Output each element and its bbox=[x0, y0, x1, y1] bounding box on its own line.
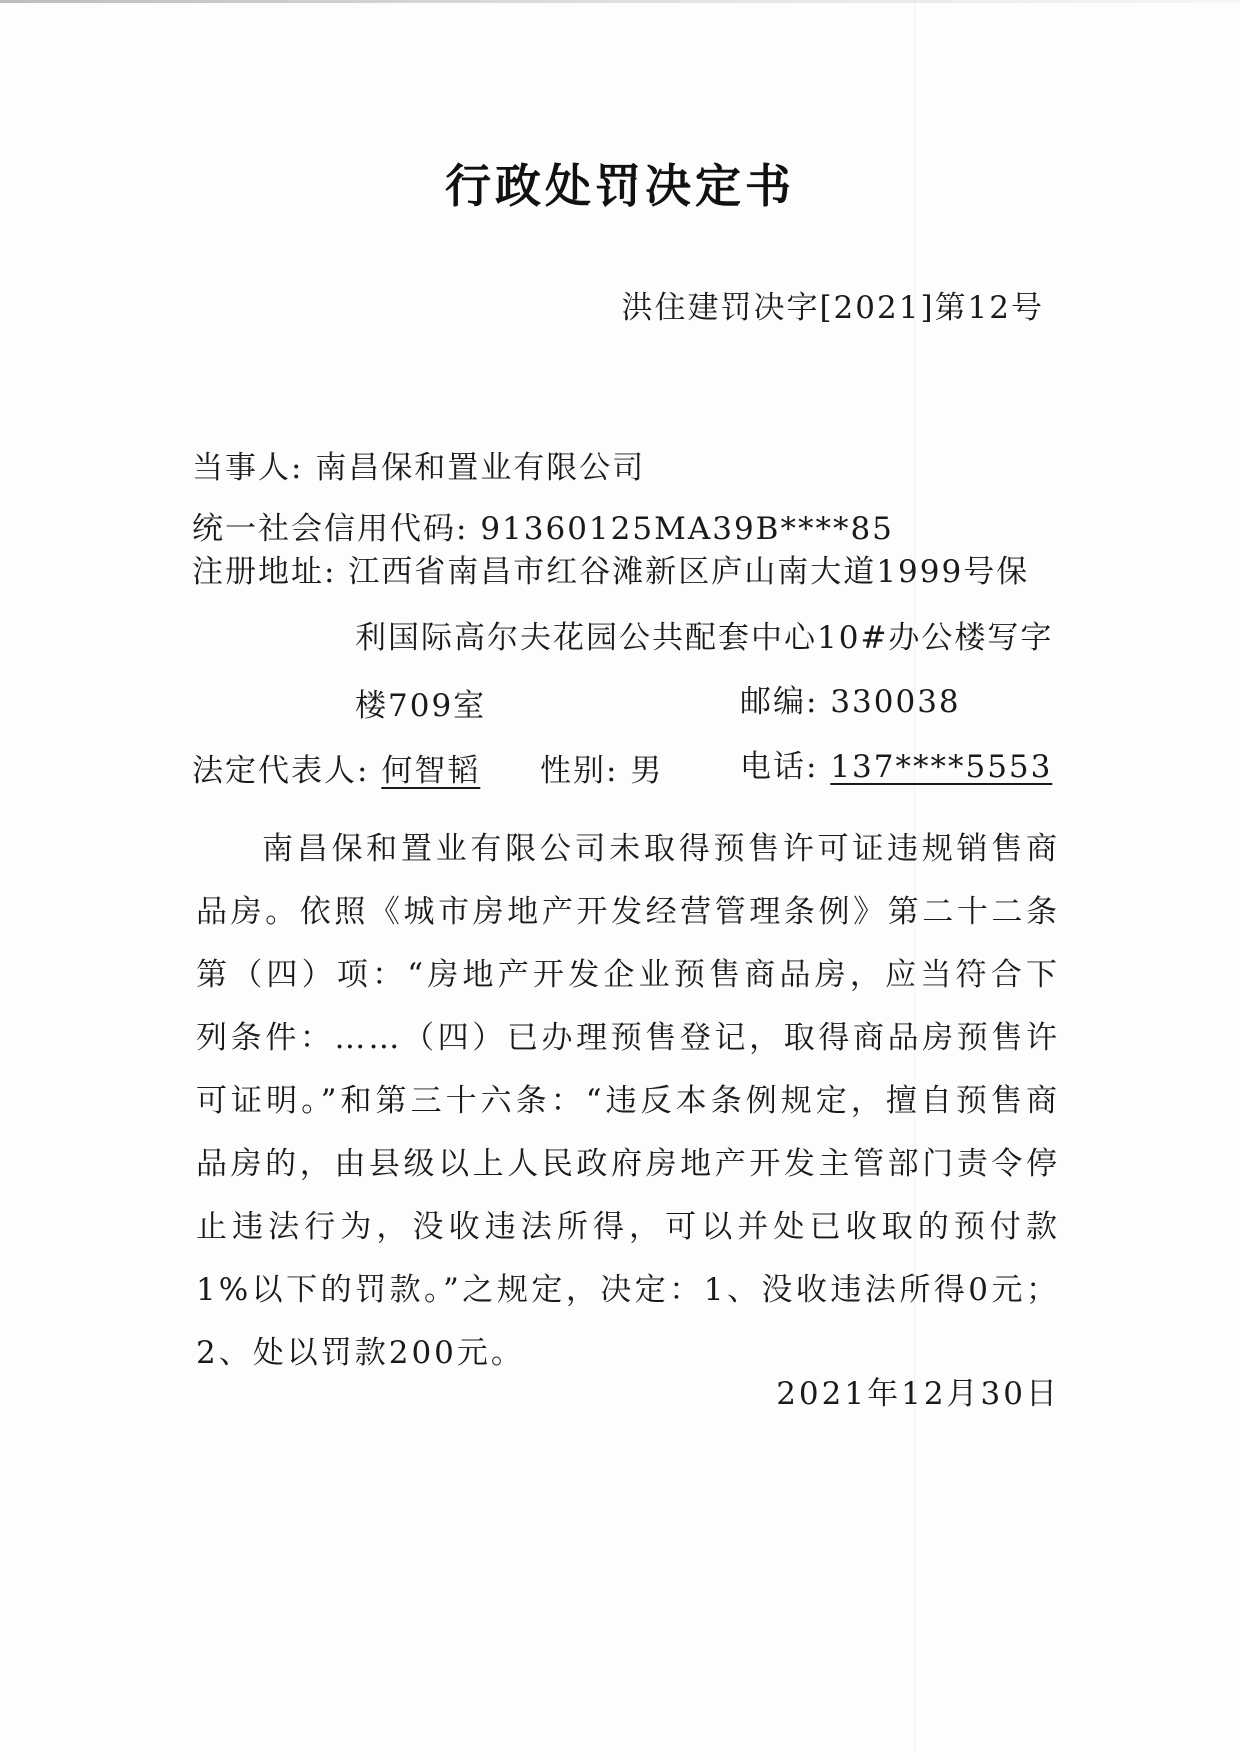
credit-code-label: 统一社会信用代码: bbox=[192, 511, 469, 547]
party-value: 南昌保和置业有限公司 bbox=[315, 450, 646, 486]
legal-representative-line bbox=[192, 745, 480, 790]
phone-value: 137****5553 bbox=[830, 749, 1053, 785]
address-value-1: 江西省南昌市红谷滩新区庐山南大道1999号保 bbox=[348, 554, 1030, 590]
party-line bbox=[192, 442, 645, 487]
phone-line bbox=[740, 741, 1052, 786]
postcode-value: 330038 bbox=[830, 684, 961, 720]
address-line-1 bbox=[192, 546, 1029, 591]
document-number: 洪住建罚决字[2021]第12号 bbox=[621, 290, 1044, 326]
decision-date: 2021年12月30日 bbox=[776, 1376, 1060, 1412]
gender-value: 男 bbox=[630, 753, 664, 789]
credit-code-value: 91360125MA39B****85 bbox=[480, 511, 894, 547]
representative-label: 法定代表人: bbox=[192, 753, 370, 789]
address-label: 注册地址: bbox=[192, 554, 337, 590]
representative-value: 何智韬 bbox=[381, 753, 481, 789]
scan-edge bbox=[0, 0, 1240, 3]
address-line-3: 楼709室 bbox=[355, 688, 487, 724]
phone-label: 电话: bbox=[740, 749, 819, 785]
credit-code-line bbox=[192, 503, 894, 548]
party-label: 当事人: bbox=[192, 450, 304, 486]
postcode-label: 邮编: bbox=[740, 684, 819, 720]
address-line-2: 利国际高尔夫花园公共配套中心10#办公楼写字 bbox=[355, 620, 1054, 656]
decision-body-text: 南昌保和置业有限公司未取得预售许可证违规销售商品房。依照《城市房地产开发经营管理条例》第二十二条第（四）项：“房地产开发企业预售商品房，应当符合下列条件：……（四）已办理预售登记，取得商品房预售许可证明。”和第三十六条：“违反本条例规定，擅自预售商品房的，由县级以上人民政府房地产开发主管部门责令停止违法行为，没收违法所得，可以并处已收取的预付款1%以下的罚款。”之规定，决定：1、没收违法所得0元；2、处以罚款200元。 bbox=[196, 831, 1060, 1371]
document-title: 行政处罚决定书 bbox=[445, 159, 795, 213]
gender-line bbox=[540, 745, 663, 790]
postcode-line bbox=[740, 676, 961, 721]
gender-label: 性别: bbox=[540, 753, 619, 789]
